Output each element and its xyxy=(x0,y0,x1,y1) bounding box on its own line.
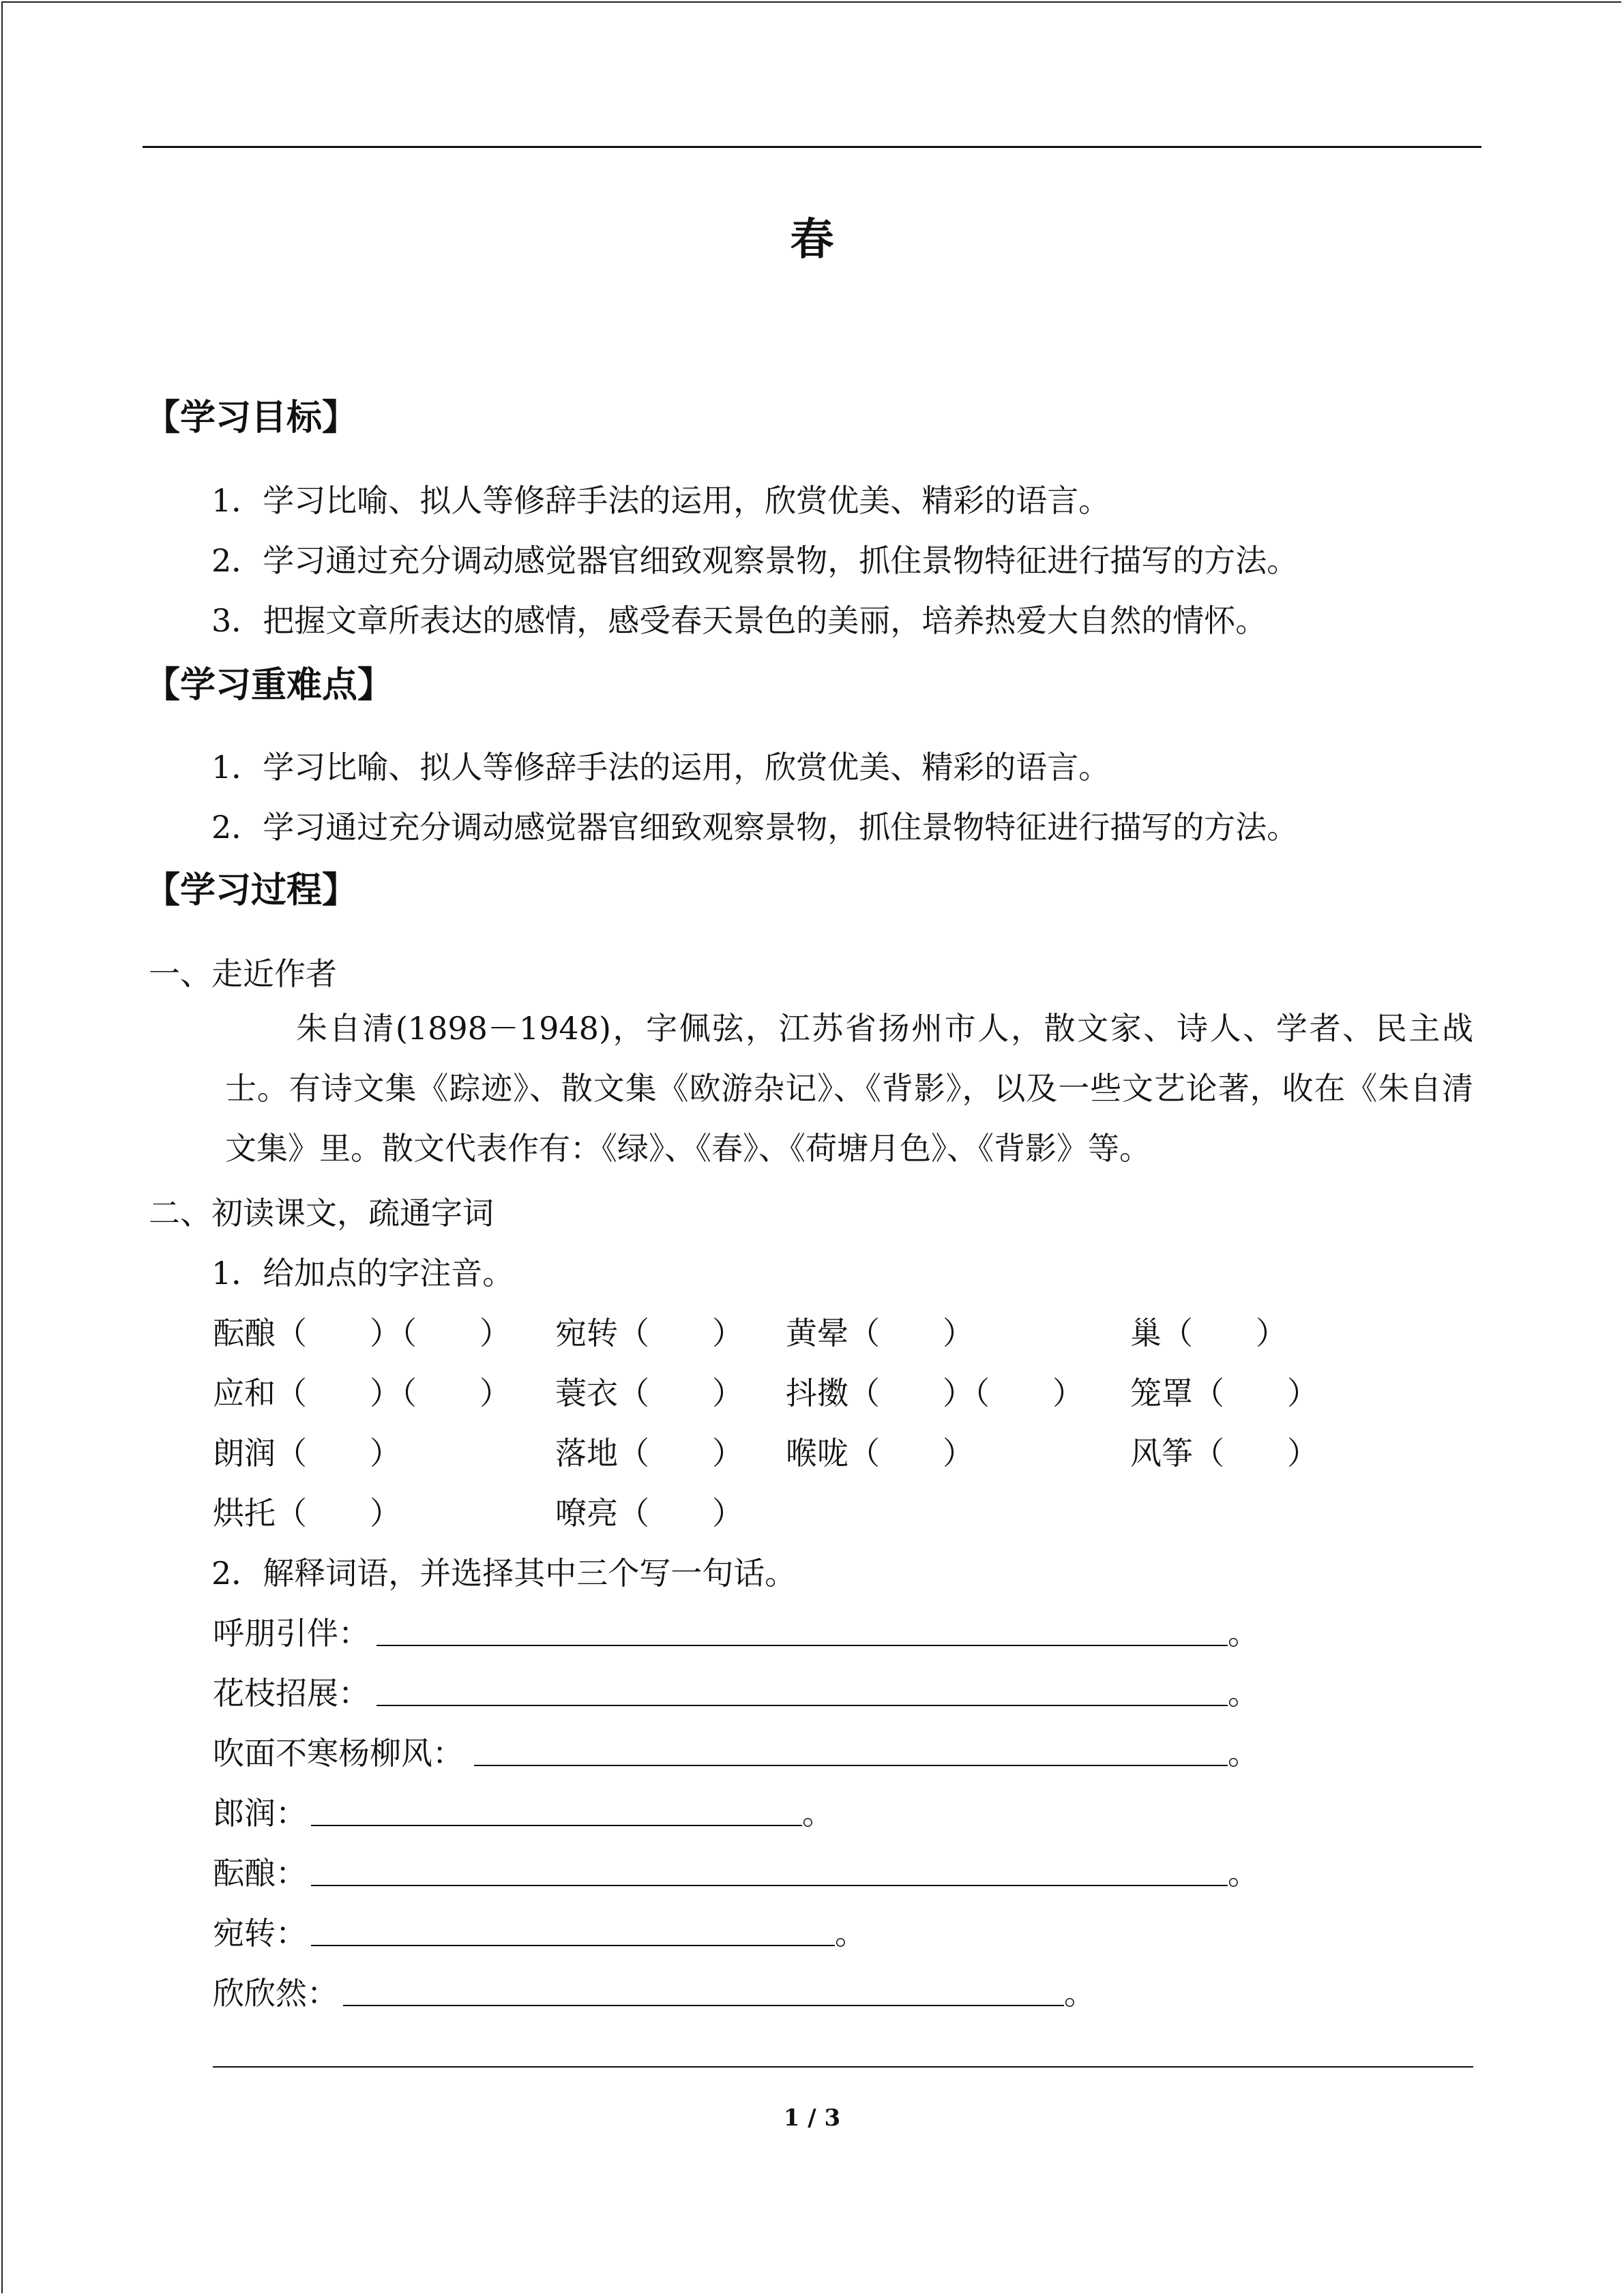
page-title: 春 xyxy=(790,215,834,265)
part2-heading: 二、初读课文，疏通字词 xyxy=(149,1195,494,1232)
goal-item: 2．学习通过充分调动感觉器官细致观察景物，抓住景物特征进行描写的方法。 xyxy=(211,542,1299,579)
pinyin-cell: 宛转（ ） xyxy=(555,1315,743,1352)
key-points-heading: 【学习重难点】 xyxy=(145,665,394,706)
answer-blank[interactable] xyxy=(377,1705,1228,1706)
header-rule xyxy=(143,146,1481,148)
pinyin-cell: 喉咙（ ） xyxy=(786,1435,974,1472)
process-heading: 【学习过程】 xyxy=(145,870,358,911)
definition-term: 宛转： xyxy=(213,1915,307,1952)
answer-blank[interactable] xyxy=(311,1945,835,1946)
definition-term: 欣欣然： xyxy=(213,1975,338,2012)
answer-blank[interactable] xyxy=(311,1825,802,1826)
definition-end: 。 xyxy=(1064,1975,1095,2012)
definition-end: 。 xyxy=(1228,1855,1259,1892)
definition-term: 吹面不寒杨柳风： xyxy=(213,1735,464,1772)
definition-term: 呼朋引伴： xyxy=(213,1615,370,1652)
answer-blank[interactable] xyxy=(474,1765,1228,1766)
pinyin-cell: 烘托（ ） xyxy=(213,1495,401,1532)
goal-item: 3．把握文章所表达的感情，感受春天景色的美丽，培养热爱大自然的情怀。 xyxy=(211,602,1267,639)
page-number: 1 / 3 xyxy=(783,2104,841,2132)
pinyin-cell: 朗润（ ） xyxy=(213,1435,401,1472)
definition-end: 。 xyxy=(1228,1615,1259,1652)
goals-heading: 【学习目标】 xyxy=(145,398,358,438)
definition-end: 。 xyxy=(802,1795,833,1832)
key-point-item: 2．学习通过充分调动感觉器官细致观察景物，抓住景物特征进行描写的方法。 xyxy=(211,809,1299,846)
definition-end: 。 xyxy=(1228,1675,1259,1712)
pinyin-cell: 笼罩（ ） xyxy=(1130,1375,1318,1412)
definition-term: 花枝招展： xyxy=(213,1675,370,1712)
pinyin-cell: 抖擞（ ）（ ） xyxy=(786,1375,1084,1412)
pinyin-cell: 黄晕（ ） xyxy=(786,1315,974,1352)
answer-blank[interactable] xyxy=(343,2005,1064,2006)
answer-blank[interactable] xyxy=(377,1645,1228,1646)
pinyin-cell: 巢（ ） xyxy=(1130,1315,1287,1352)
answer-blank[interactable] xyxy=(311,1885,1228,1886)
definition-end: 。 xyxy=(835,1915,866,1952)
key-point-item: 1．学习比喻、拟人等修辞手法的运用，欣赏优美、精彩的语言。 xyxy=(211,749,1110,786)
part1-heading: 一、走近作者 xyxy=(149,955,337,992)
definition-end: 。 xyxy=(1228,1735,1259,1772)
pinyin-cell: 风筝（ ） xyxy=(1130,1435,1318,1472)
pinyin-cell: 应和（ ）（ ） xyxy=(213,1375,511,1412)
pinyin-cell: 蓑衣（ ） xyxy=(555,1375,743,1412)
definition-term: 酝酿： xyxy=(213,1855,307,1892)
goal-item: 1．学习比喻、拟人等修辞手法的运用，欣赏优美、精彩的语言。 xyxy=(211,482,1110,519)
pinyin-cell: 落地（ ） xyxy=(555,1435,743,1472)
definition-term: 郎润： xyxy=(213,1795,307,1832)
question-2: 2．解释词语，并选择其中三个写一句话。 xyxy=(211,1555,797,1592)
question-1: 1．给加点的字注音。 xyxy=(211,1255,514,1292)
footer-rule xyxy=(213,2066,1473,2068)
pinyin-cell: 酝酿（ ）（ ） xyxy=(213,1315,511,1352)
pinyin-cell: 嘹亮（ ） xyxy=(555,1495,743,1532)
author-paragraph: 朱自清(1898－1948)，字佩弦，江苏省扬州市人，散文家、诗人、学者、民主战士。有诗文集《踪迹》、散文集《欧游杂记》、《背影》，以及一些文艺论著，收在《朱自清文集》里。散文代表作有：《绿》、《春》、《荷塘月色》、《背影》等。 xyxy=(225,1010,1473,1167)
